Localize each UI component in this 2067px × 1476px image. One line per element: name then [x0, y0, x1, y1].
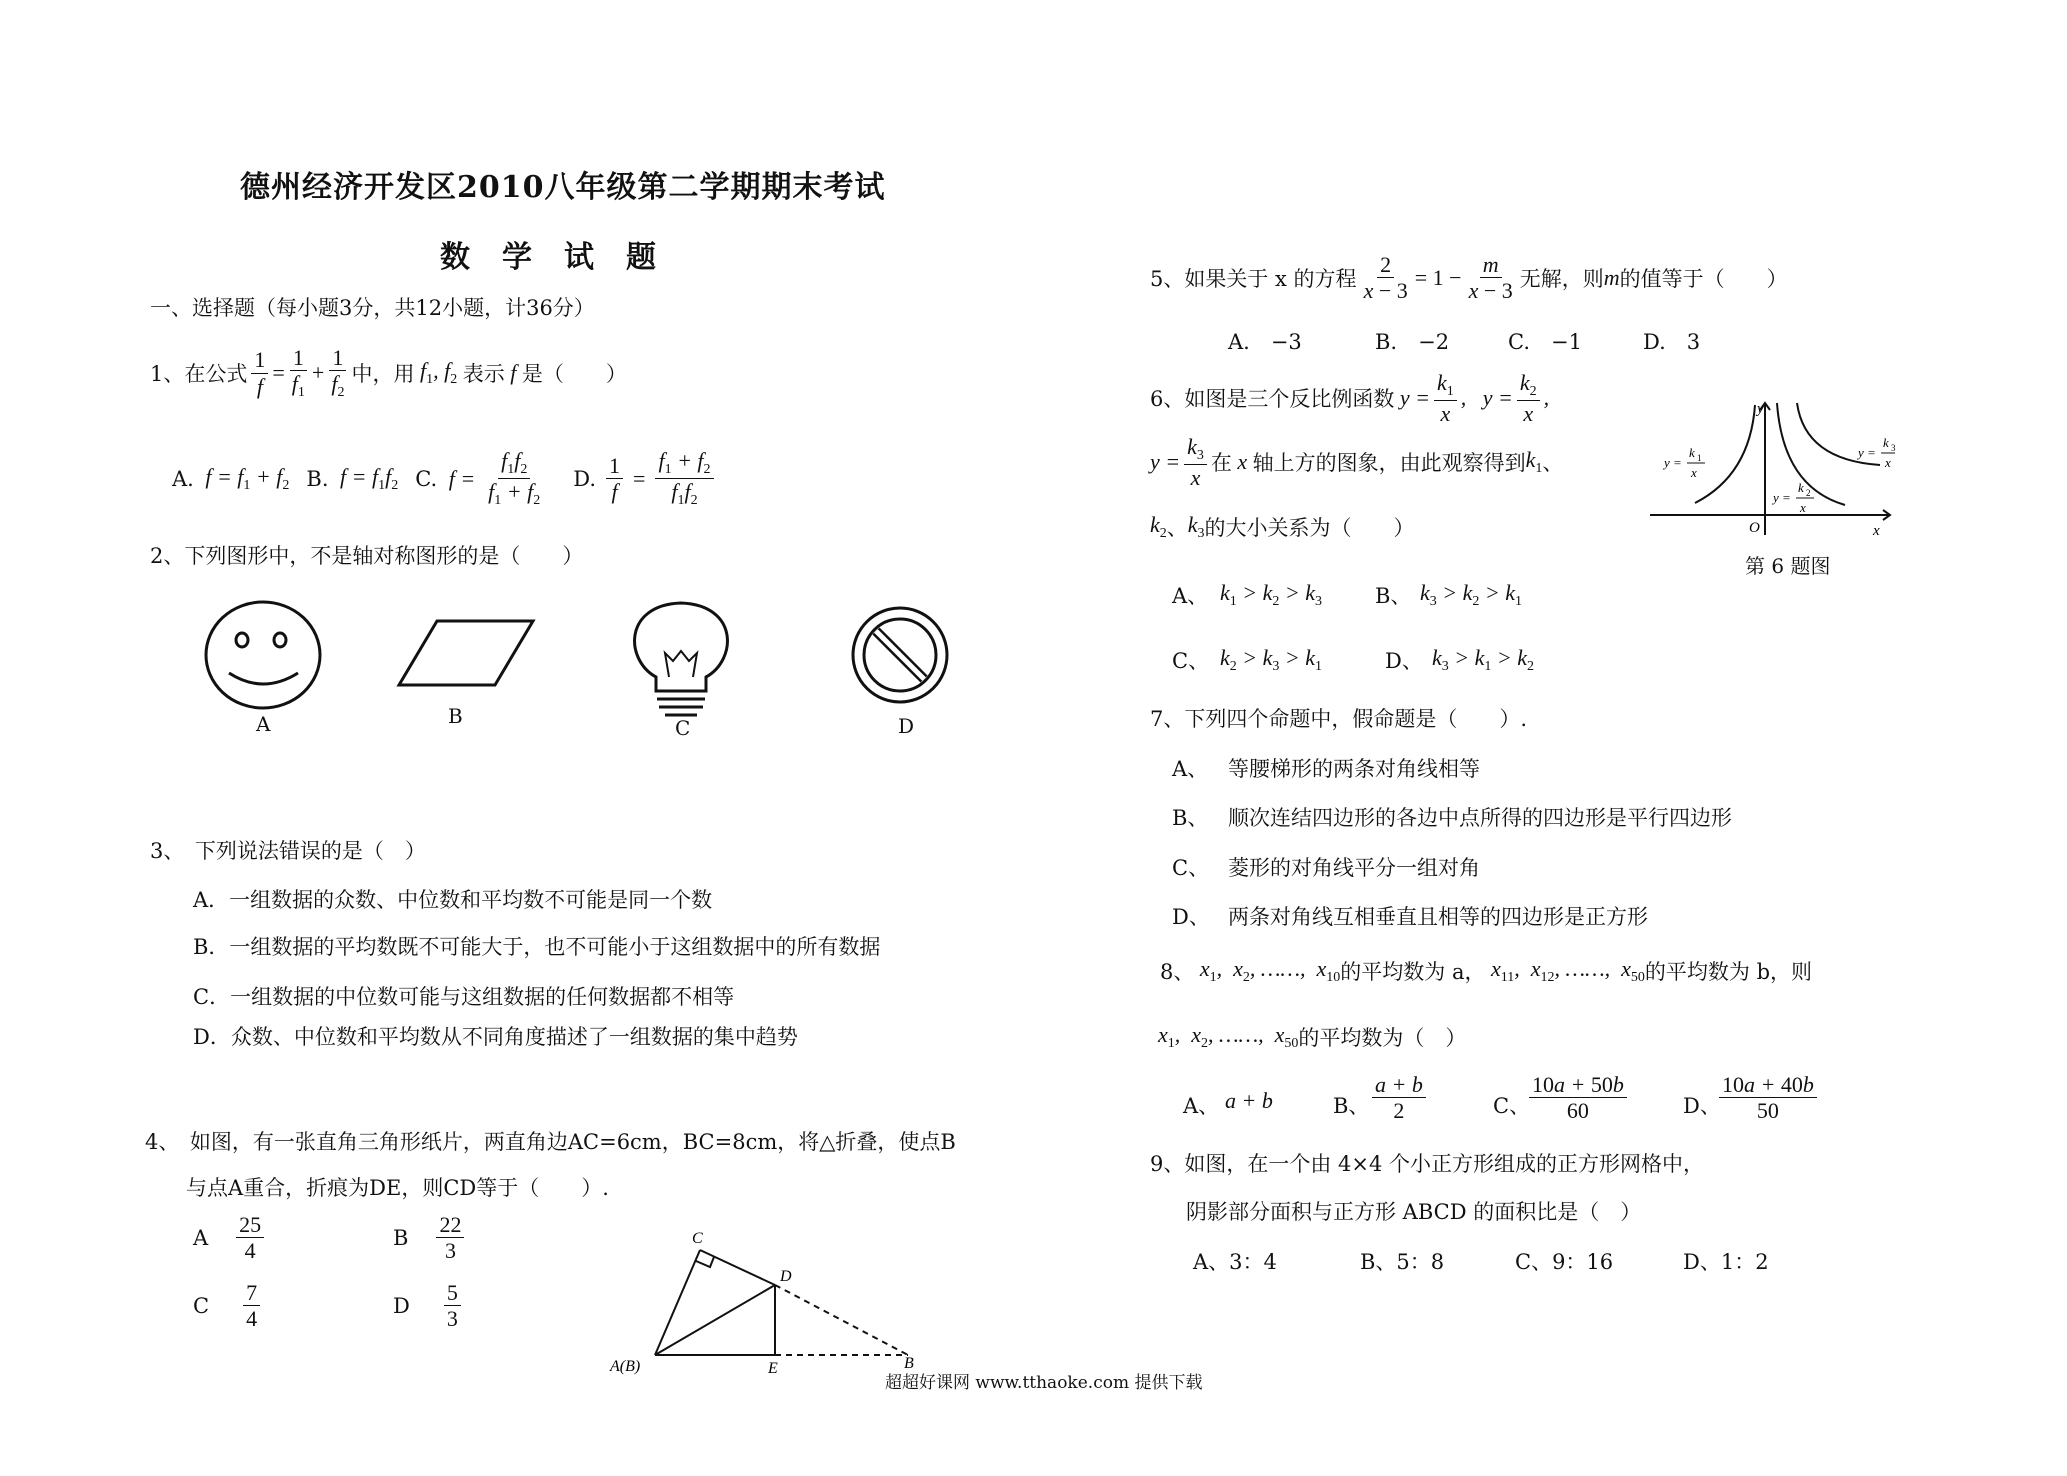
q4-option-a-num: 25	[236, 1212, 264, 1238]
svg-text:x: x	[1885, 455, 1891, 470]
q4-option-a-den: 4	[244, 1238, 256, 1264]
q5-option-b: B. −2	[1375, 330, 1450, 354]
svg-text:2: 2	[1806, 488, 1811, 498]
q8-mid1: 的平均数为 a，	[1340, 960, 1486, 984]
q1-formula-f2: $\frac{1}{f_2}$	[331, 345, 345, 401]
question-8-line2: $x_1$, $x_2$, ……, $x_{50}$ 的平均数为（ ）	[1158, 1022, 1467, 1051]
question-9-line2: 阴影部分面积与正方形 ABCD 的面积比是（ ）	[1186, 1200, 1642, 1224]
question-2: 2、下列图形中，不是轴对称图形的是（ ）	[150, 544, 584, 568]
q5-option-a: A. −3	[1228, 330, 1302, 354]
q5-option-c: C. −1	[1508, 330, 1582, 354]
svg-text:k: k	[1883, 435, 1889, 450]
q6-option-d: $k_3 > k_1 > k_2$	[1432, 645, 1535, 674]
q4-option-c	[193, 1280, 264, 1332]
q7-option-b: 顺次连结四边形的各边中点所得的四边形是平行四边形	[1228, 806, 1732, 830]
q4-option-c-label: C	[193, 1293, 210, 1318]
q4-option-d-num: 5	[444, 1280, 461, 1306]
q1-vars: $f_1$, $f_2$	[414, 358, 458, 388]
q4-option-a-label: A	[193, 1225, 209, 1250]
q1-opt-a-label: A.	[172, 466, 194, 491]
q4-option-a	[193, 1212, 268, 1264]
q8-option-b-label: B、	[1333, 1094, 1370, 1118]
q5-suffix: 无解，则	[1519, 266, 1604, 291]
q2-label-d: D	[898, 714, 915, 738]
question-6-line2: y = $\frac{k_3}{x}$ 在 x 轴上方的图象，由此观察得到 $k_1$ 、	[1150, 434, 1564, 491]
q1-formula-lhs: $\frac{1}{f}$	[251, 347, 268, 399]
q3-option-d: D．众数、中位数和平均数从不同角度描述了一组数据的集中趋势	[193, 1025, 798, 1049]
svg-text:k: k	[1689, 445, 1695, 460]
q4-option-c-num: 7	[243, 1280, 260, 1306]
q6-option-c-label: C、	[1172, 649, 1210, 673]
q8-option-d-label: D、	[1683, 1094, 1721, 1118]
q7-option-d-label: D、	[1172, 905, 1210, 929]
svg-text:y =: y =	[1664, 455, 1682, 470]
q1-opt-d-frac: $\frac{f_1 + f_2}{f_1f_2}$	[655, 448, 713, 509]
q5-frac-rhs: $\frac{m}{x - 3}$	[1468, 252, 1513, 304]
q1-opt-c: f =	[443, 465, 476, 491]
q8-option-a-label: A、	[1183, 1094, 1220, 1118]
q8-num: 8、	[1160, 960, 1195, 984]
q4-fig-label-b: B	[904, 1355, 914, 1372]
q1-opt-a: $f = f_1 + f_2$	[199, 463, 290, 493]
q6-line2-mid: 在	[1210, 451, 1232, 476]
q4-option-d	[393, 1280, 465, 1332]
q6-option-a-label: A、	[1172, 584, 1209, 608]
q2-label-b: B	[448, 704, 463, 728]
q6-option-b: $k_3 > k_2 > k_1$	[1420, 580, 1523, 609]
q1-opt-b: $f = f_1f_2$	[334, 463, 399, 493]
section-heading: 一、选择题（每小题3分，共12小题，计36分）	[150, 296, 595, 320]
q1-opt-b-label: B.	[306, 466, 329, 491]
q4-option-d-label: D	[393, 1293, 410, 1318]
q1-opt-c-label: C.	[415, 466, 438, 491]
question-1: 1、在公式 $\frac{1}{f}$ = $\frac{1}{f_1}$ + $\frac{1}{f_2}$ 中，用 $f_1$, $f_2$ 表示 f 是（ ）	[150, 345, 627, 401]
q4-option-b	[393, 1212, 468, 1264]
svg-text:1: 1	[1697, 453, 1702, 463]
question-9-line1: 9、如图，在一个由 4×4 个小正方形组成的正方形网格中，	[1150, 1152, 1705, 1176]
q1-formula-f1: $\frac{1}{f_1}$	[291, 345, 305, 401]
q4-option-d-den: 3	[446, 1306, 458, 1332]
question-6-line3: $k_2$ 、 $k_3$ 的大小关系为（ ）	[1150, 512, 1415, 541]
q3-option-a: A．一组数据的众数、中位数和平均数不可能是同一个数	[193, 888, 713, 912]
q2-label-a: A	[256, 712, 271, 736]
q8-option-a: a + b	[1225, 1088, 1273, 1113]
q1-prefix: 1、在公式	[150, 362, 248, 387]
exam-title: 德州经济开发区2010八年级第二学期期末考试	[240, 170, 886, 205]
q5-var-m: m	[1603, 264, 1620, 290]
q7-option-c-label: C、	[1172, 856, 1210, 880]
q1-suffix-after: 表示	[462, 362, 505, 387]
q9-option-c: C、9：16	[1515, 1250, 1614, 1274]
exam-subtitle: 数学试题	[440, 240, 688, 275]
footer-watermark: 超超好课网 www.tthaoke.com 提供下载	[885, 1373, 1203, 1393]
q4-triangle-figure	[600, 1225, 940, 1375]
parallelogram-figure	[399, 621, 533, 685]
q8-option-c: $\frac{10a + 50b}{60}$	[1525, 1072, 1631, 1124]
prohibition-sign-figure	[853, 608, 947, 702]
q8-option-c-label: C、	[1493, 1094, 1531, 1118]
q1-opt-c-frac: $\frac{f_1f_2}{f_1 + f_2}$	[488, 448, 541, 509]
question-4-line2: 与点A重合，折痕为DE，则CD等于（ ）.	[186, 1176, 609, 1200]
q1-suffix-before: 中，用	[351, 362, 415, 387]
question-8-line1: 8、 $x_1$, $x_2$, ……, $x_{10}$ 的平均数为 a， $x_{11}$, $x_{12}$, ……, $x_{50}$ 的平均数为 b，则	[1160, 956, 1813, 985]
q6-fig-y-label: y	[1757, 401, 1764, 417]
q1-var-f: f	[504, 360, 522, 386]
q7-option-c: 菱形的对角线平分一组对角	[1228, 856, 1480, 880]
q4-option-b-den: 3	[444, 1238, 456, 1264]
svg-text:3: 3	[1891, 443, 1896, 453]
q6-line3-suffix: 的大小关系为（ ）	[1204, 516, 1415, 540]
svg-text:y =: y =	[1773, 490, 1791, 505]
q4-option-b-num: 22	[436, 1212, 464, 1238]
q3-option-c: C．一组数据的中位数可能与这组数据的任何数据都不相等	[193, 985, 735, 1009]
q9-option-a: A、3：4	[1193, 1250, 1277, 1274]
q8-line2-suffix: 的平均数为（ ）	[1298, 1026, 1467, 1050]
q4-fig-label-d: D	[780, 1268, 792, 1285]
q8-option-b: $\frac{a + b}{2}$	[1368, 1072, 1430, 1124]
q1-options: A. $f = f_1 + f_2$ B. $f = f_1f_2$ C. f = $\frac{f_1f_2}{f_1 + f_2}$ D. $\frac{1}{f}$ = $\frac{f_1 + f_2}{f_1f_2}$	[172, 448, 718, 509]
q7-option-a-label: A、	[1172, 757, 1209, 781]
svg-text:y =: y =	[1858, 445, 1876, 460]
q6-option-d-label: D、	[1385, 649, 1423, 673]
question-6-line1: 6、如图是三个反比例函数 y = $\frac{k_1}{x}$ , y = $\frac{k_2}{x}$ ,	[1150, 370, 1550, 427]
q1-opt-d-lhs: $\frac{1}{f}$	[606, 453, 623, 505]
q3-option-b: B．一组数据的平均数既不可能大于，也不可能小于这组数据中的所有数据	[193, 935, 881, 959]
q8-mid2: 的平均数为 b，则	[1644, 960, 1813, 984]
svg-text:k: k	[1798, 480, 1804, 495]
q9-option-d: D、1：2	[1683, 1250, 1769, 1274]
question-5: 5、如果关于 x 的方程 $\frac{2}{x - 3}$ = 1 − $\frac{m}{x - 3}$ 无解，则 m 的值等于（ ）	[1150, 252, 1788, 304]
q4-option-c-den: 4	[246, 1306, 258, 1332]
question-4-line1: 4、 如图，有一张直角三角形纸片，两直角边AC=6cm，BC=8cm，将△折叠，使点B	[145, 1130, 956, 1154]
q6-fig-origin-label: O	[1749, 520, 1760, 536]
q2-figures	[195, 595, 955, 735]
q6-fig-x-label: x	[1873, 523, 1880, 539]
q1-opt-d-label: D.	[573, 466, 597, 491]
q6-line2-mid2: 轴上方的图象，由此观察得到	[1252, 451, 1526, 476]
q2-label-c: C	[675, 716, 691, 740]
svg-text:x: x	[1691, 465, 1697, 480]
svg-text:x: x	[1800, 500, 1806, 515]
q6-option-c: $k_2 > k_3 > k_1$	[1220, 645, 1323, 674]
q4-fig-label-e: E	[768, 1360, 778, 1377]
q6-option-b-label: B、	[1375, 584, 1412, 608]
question-3: 3、 下列说法错误的是（ ）	[150, 839, 426, 863]
q6-hyperbola-figure	[1645, 395, 1895, 545]
q7-option-d: 两条对角线互相垂直且相等的四边形是正方形	[1228, 905, 1648, 929]
question-7: 7、下列四个命题中，假命题是（ ）.	[1150, 707, 1528, 731]
smiley-figure	[206, 602, 320, 708]
lightbulb-figure	[635, 603, 728, 715]
q4-fig-label-a: A(B)	[610, 1358, 641, 1375]
q5-option-d: D. 3	[1643, 330, 1701, 354]
q1-suffix-end: 是（ ）	[521, 362, 627, 387]
q4-fig-label-c: C	[692, 1230, 703, 1247]
q7-option-a: 等腰梯形的两条对角线相等	[1228, 757, 1480, 781]
q6-prefix: 6、如图是三个反比例函数	[1150, 387, 1395, 412]
q6-fig-caption: 第 6 题图	[1745, 554, 1831, 578]
q5-suffix2: 的值等于（ ）	[1619, 266, 1788, 291]
q8-option-d: $\frac{10a + 40b}{50}$	[1715, 1072, 1821, 1124]
q5-frac-lhs: $\frac{2}{x - 3}$	[1363, 252, 1408, 304]
q9-option-b: B、5：8	[1360, 1250, 1445, 1274]
q5-prefix: 5、如果关于 x 的方程	[1150, 266, 1357, 291]
q7-option-b-label: B、	[1172, 806, 1209, 830]
q4-option-b-label: B	[393, 1225, 409, 1250]
q6-option-a: $k_1 > k_2 > k_3$	[1220, 580, 1323, 609]
